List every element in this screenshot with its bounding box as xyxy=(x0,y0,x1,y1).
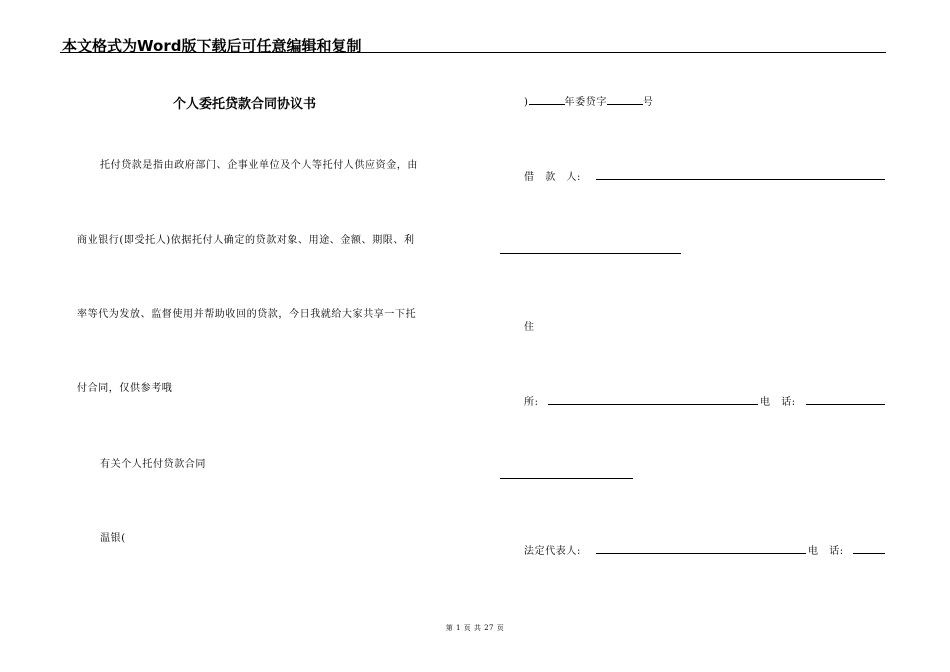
document-title: 个人委托贷款合同协议书 xyxy=(173,97,317,112)
paragraph-line-6: 温银( xyxy=(100,533,126,544)
paragraph-line-3: 率等代为发放、监督使用并帮助收回的贷款，今日我就给大家共享一下托 xyxy=(77,309,417,320)
reference-suffix: 号 xyxy=(642,97,654,108)
legal-representative-blank xyxy=(596,553,806,554)
contract-reference xyxy=(524,93,654,108)
legal-representative-phone-blank xyxy=(853,553,885,554)
reference-middle: 年委贷字 xyxy=(564,97,607,108)
address-blank-continued xyxy=(500,478,633,479)
page-number: 第 1 页 共 27 页 xyxy=(445,624,505,632)
paragraph-line-1: 托付贷款是指由政府部门、企事业单位及个人等托付人供应资金，由 xyxy=(100,160,418,171)
header-title: 本文格式为Word版下载后可任意编辑和复制 xyxy=(62,37,362,55)
reference-open: ) xyxy=(524,97,529,108)
paragraph-line-2: 商业银行(即受托人)依据托付人确定的贷款对象、用途、金额、期限、利 xyxy=(77,235,415,246)
reference-number-blank xyxy=(607,95,643,105)
borrower-label: 借 款 人: xyxy=(524,172,581,183)
legal-representative-label: 法定代表人: xyxy=(524,546,581,557)
reference-year-blank xyxy=(529,95,565,105)
paragraph-subheading: 有关个人托付贷款合同 xyxy=(100,459,206,470)
legal-representative-phone-label: 电 话: xyxy=(808,546,844,557)
paragraph-line-4: 付合同，仅供参考哦 xyxy=(77,383,173,394)
address-label: 所: xyxy=(524,397,539,408)
header-divider xyxy=(60,52,886,53)
borrower-blank-continued xyxy=(500,253,681,254)
address-label-top: 住 xyxy=(524,322,535,333)
address-blank xyxy=(548,404,758,405)
phone-blank xyxy=(806,404,885,405)
borrower-blank xyxy=(596,179,885,180)
phone-label: 电 话: xyxy=(760,397,796,408)
